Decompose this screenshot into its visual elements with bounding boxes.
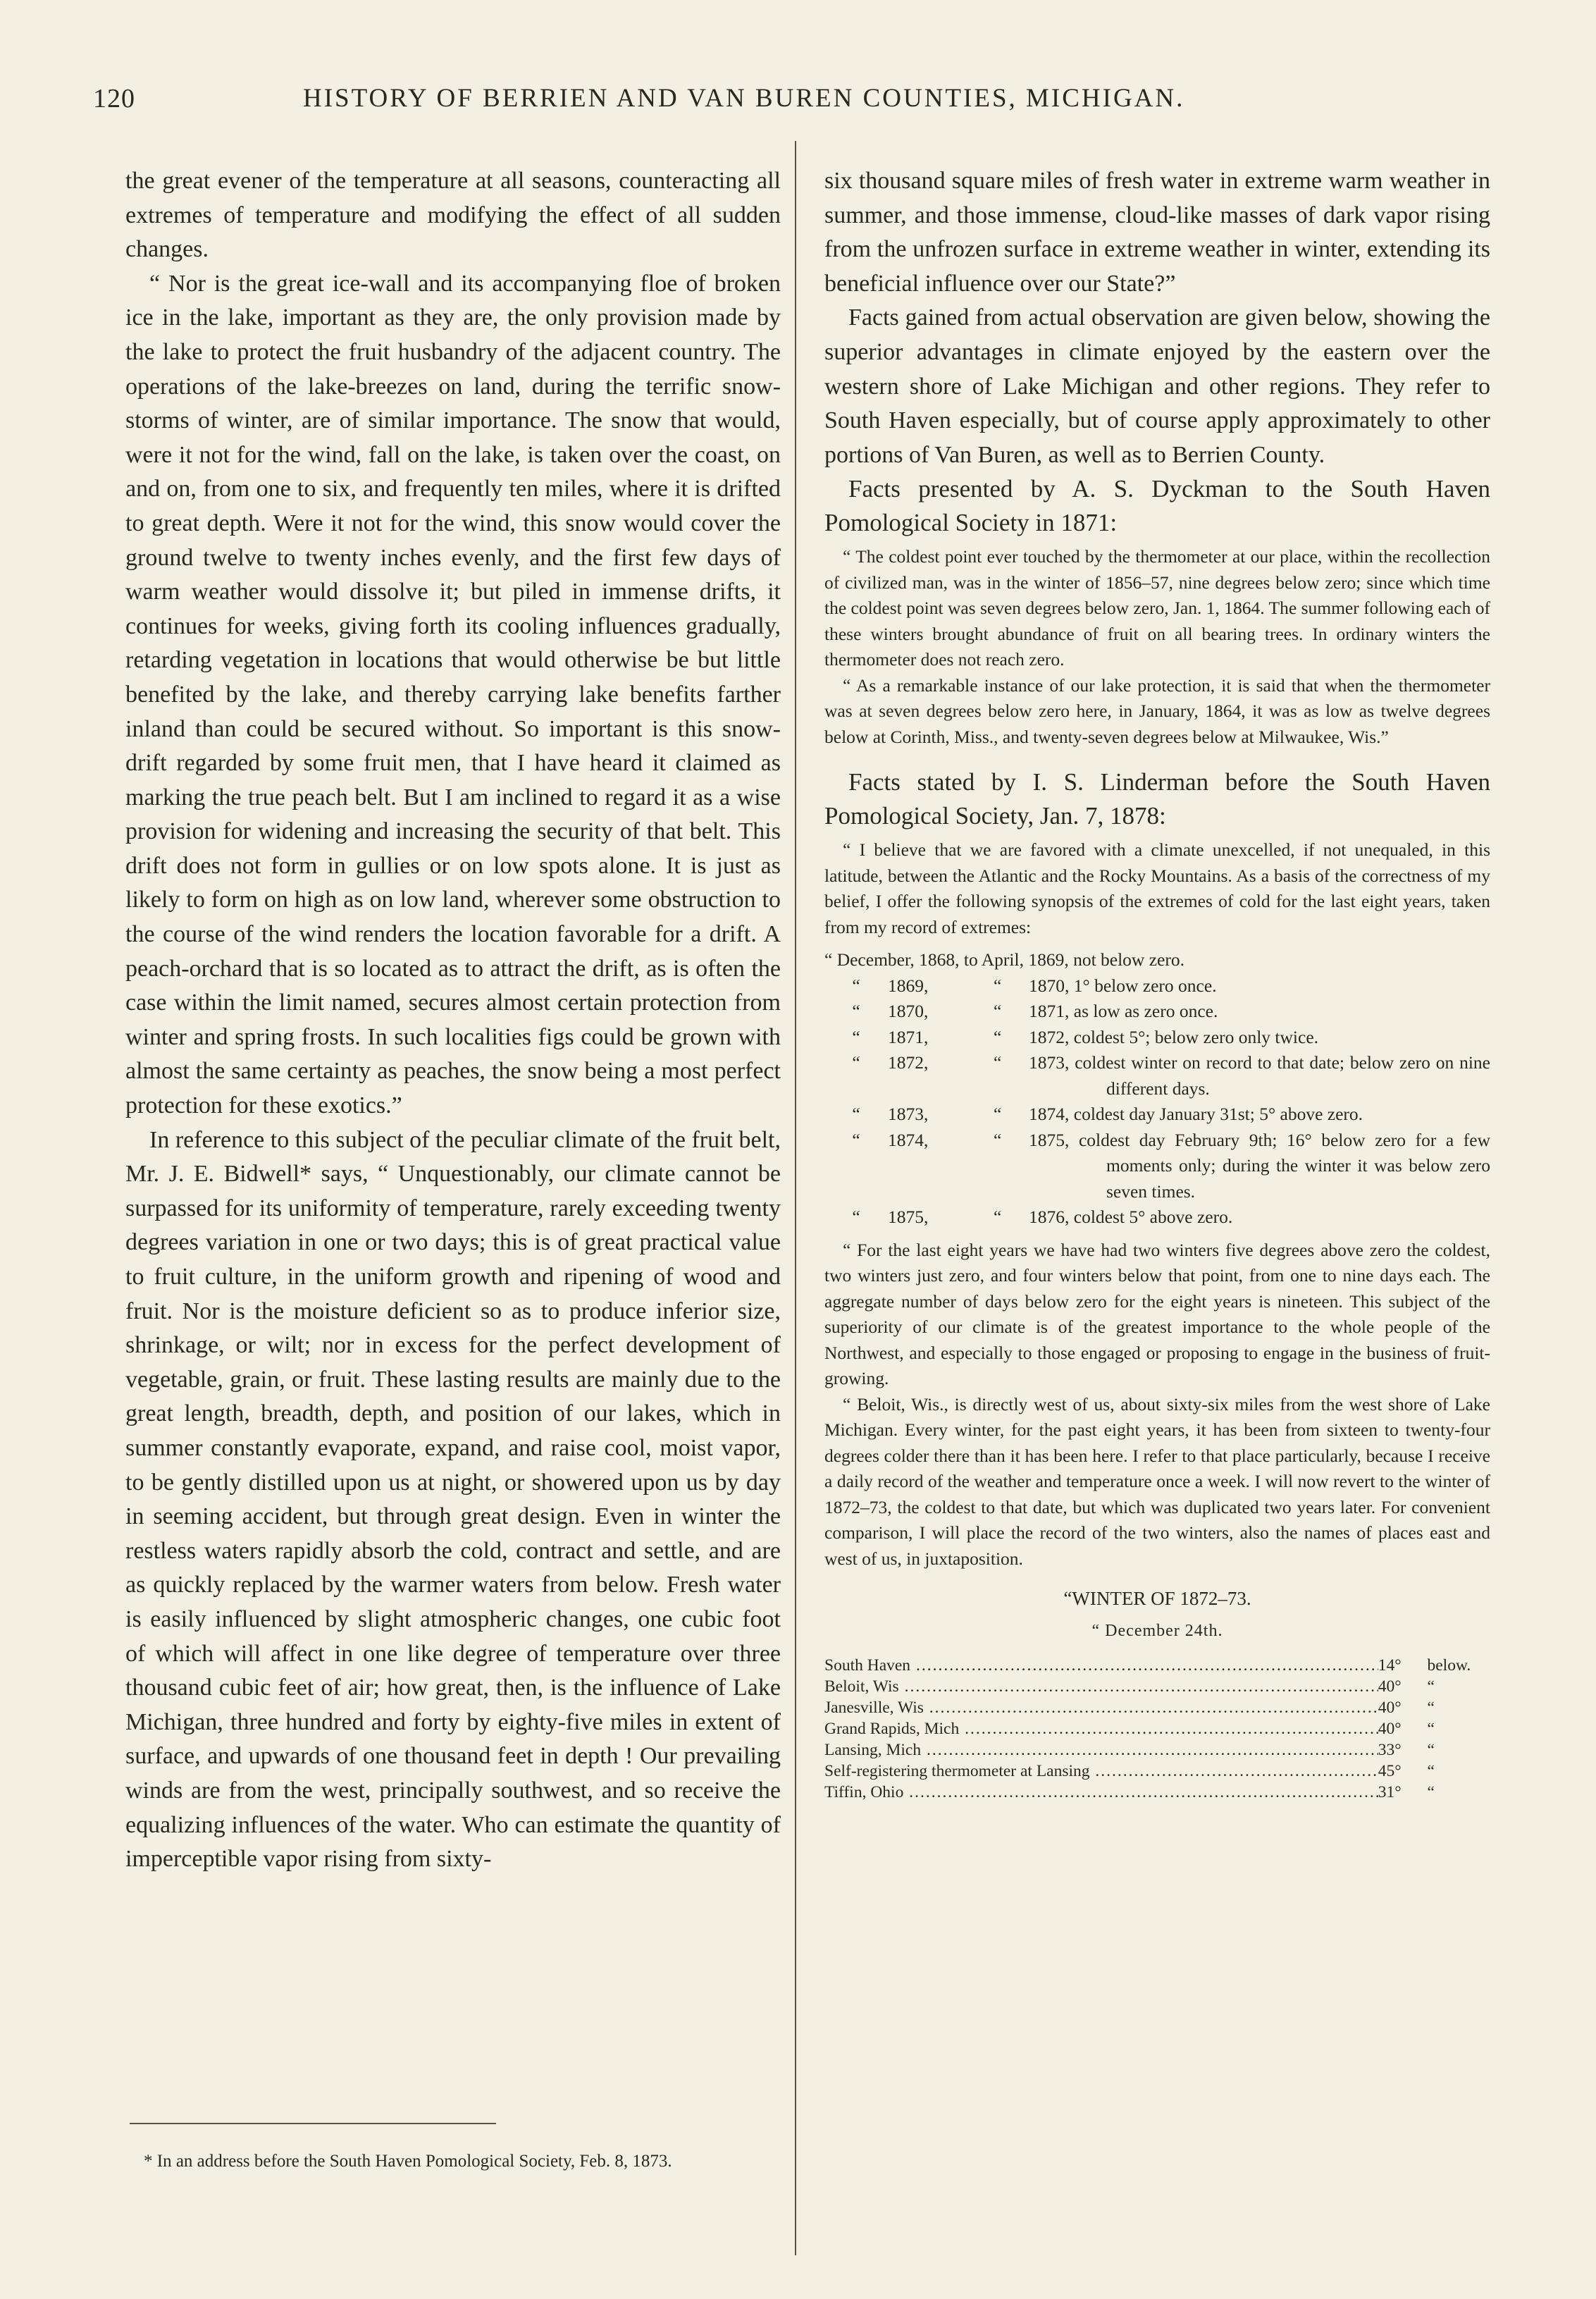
table-row bbox=[824, 1718, 1490, 1739]
table-title: “WINTER OF 1872–73. bbox=[1063, 1588, 1251, 1610]
temperature-unit: “ bbox=[1427, 1677, 1435, 1696]
synopsis-from: 1871, bbox=[888, 1026, 929, 1047]
ditto-mark: “ bbox=[852, 1026, 860, 1047]
temperature-value: 40° bbox=[1378, 1677, 1402, 1696]
ditto-mark: “ bbox=[852, 1052, 860, 1073]
temperature-value: 45° bbox=[1378, 1762, 1402, 1781]
paragraph: six thousand square miles of fresh water in extreme warm weather in summer, and those immense, cloud-like masses of dark vapor rising from the unfrozen surface in extreme weather in winter, extending its beneficial influence over our State?” bbox=[824, 168, 1490, 297]
table-date: “ December 24th. bbox=[1091, 1622, 1223, 1641]
paragraph: Facts gained from actual observation are given below, showing the superior advantages in climate enjoyed by the eastern over the western shore of Lake Michigan and other regions. They refer to South Haven especially, but of course apply approximately to other portions of Van Buren, as well as to Berrien County. bbox=[824, 304, 1490, 468]
ditto-mark: “ bbox=[994, 1129, 1002, 1150]
quote-paragraph: “ The coldest point ever touched by the thermometer at our place, within the recollection of civilized man, was in the winter of 1856–57, nine degrees below zero; since which time the coldest point was seven degrees below zero, Jan. 1, 1864. The summer following each of these winters brought abundance of fruit on all bearing trees. In ordinary winters the thermometer does not reach zero. bbox=[824, 546, 1490, 670]
paragraph: “ Nor is the great ice-wall and its accompanying floe of broken ice in the lake, important as they are, the only provision made by the lake to protect the fruit husbandry of the adjacent country. The operations of the lake-breezes on land, during the terrific snow-storms of winter, are of similar importance. The snow that would, were it not for the wind, fall on the lake, is taken over the coast, on and on, from one to six, and frequently ten miles, where it is drifted to great depth. Were it not for the wind, this snow would cover the ground twelve to twenty inches evenly, and the first few days of warm weather would dissolve it; but piled in immense drifts, it continues for weeks, giving forth its cooling influences gradually, retarding vegetation in locations that would otherwise be but little benefited by the lake, and thereby carrying lake benefits farther inland than could be secured without. So important is this snow-drift regarded by some fruit men, that I have heard it claimed as marking the true peach belt. But I am inclined to regard it as a wise provision for widening and increasing the security of that belt. This drift does not form in gullies or on low spots alone. It is just as likely to form on high as on low land, wherever some obstruction to the course of the wind renders the location favorable for a drift. A peach-orchard that is so located as to attract the drift, as is often the case within the limit named, secures almost certain protection from winter and spring frosts. In such localities figs could be grown with almost the same certainty as peaches, the snow being a most perfect protection for these exotics.” bbox=[125, 270, 781, 1119]
synopsis-row bbox=[824, 999, 1490, 1025]
synopsis-text: 1873, coldest winter on record to that date; below zero on nine different days. bbox=[1029, 1052, 1490, 1099]
synopsis-text: 1871, as low as zero once. bbox=[1029, 1001, 1218, 1022]
temperature-value: 14° bbox=[1378, 1656, 1402, 1675]
footnote-rule bbox=[130, 2123, 496, 2124]
synopsis-from: 1873, bbox=[888, 1104, 929, 1125]
table-row bbox=[824, 1655, 1490, 1676]
synopsis-row bbox=[824, 1128, 1490, 1205]
synopsis-row bbox=[824, 1204, 1490, 1231]
running-head: HISTORY OF BERRIEN AND VAN BUREN COUNTIES, MICHIGAN. bbox=[303, 84, 1185, 113]
synopsis-text: 1870, 1° below zero once. bbox=[1029, 975, 1217, 996]
synopsis-row bbox=[824, 1102, 1490, 1128]
ditto-mark: “ bbox=[852, 1207, 860, 1228]
place-name: Self-registering thermometer at Lansing ..... bbox=[824, 1761, 1378, 1782]
place-name: Tiffin, Ohio ..... bbox=[824, 1782, 1378, 1803]
table-row bbox=[824, 1739, 1490, 1761]
synopsis-text: 1874, coldest day January 31st; 5° above zero. bbox=[1029, 1104, 1363, 1125]
place-name: South Haven ..... bbox=[824, 1655, 1378, 1676]
synopsis-text: 1872, coldest 5°; below zero only twice. bbox=[1029, 1026, 1319, 1047]
ditto-mark: “ bbox=[994, 1207, 1002, 1228]
place-name: Lansing, Mich ..... bbox=[824, 1739, 1378, 1761]
left-column bbox=[125, 164, 781, 1877]
place-name: Janesville, Wis ..... bbox=[824, 1697, 1378, 1718]
synopsis-row bbox=[824, 973, 1490, 999]
temperature-table bbox=[824, 1655, 1490, 1803]
page-number: 120 bbox=[93, 84, 135, 113]
table-row bbox=[824, 1697, 1490, 1718]
temperature-unit: below. bbox=[1427, 1656, 1471, 1675]
paragraph: In reference to this subject of the peculiar climate of the fruit belt, Mr. J. E. Bidwell* says, “ Unquestionably, our climate cannot be surpassed for its uniformity of temperature, rarely exceeding twenty degrees variation in one or two days; this is of great practical value to fruit culture, in the uniform growth and ripening of wood and fruit. Nor is the moisture deficient so as to produce inferior size, shrinkage, or wilt; nor in excess for the perfect development of vegetable, grain, or fruit. These lasting results are mainly due to the great length, breadth, depth, and position of our lakes, which in summer constantly evaporate, expand, and raise cool, moist vapor, to be gently distilled upon us at night, or showered upon us by day in seeming accident, but through great design. Even in winter the restless waters rapidly absorb the cold, contract and settle, and are as quickly replaced by the warmer waters from below. Fresh water is easily influenced by slight atmospheric changes, one cubic foot of which will affect in one like degree of temperature over three thousand cubic feet of air; how great, then, is the influence of Lake Michigan, three hundred and forty by eighty-five miles in extent of surface, and upwards of one thousand feet in depth ! Our prevailing winds are from the west, principally southwest, and so receive the equalizing influences of the water. Who can estimate the quantity of imperceptible vapor rising from sixty- bbox=[125, 1126, 781, 1873]
synopsis-text: 1876, coldest 5° above zero. bbox=[1029, 1207, 1233, 1228]
section-heading: Facts stated by I. S. Linderman before the South Haven Pomological Society, Jan. 7, 1878: bbox=[824, 768, 1490, 830]
temperature-unit: “ bbox=[1427, 1783, 1435, 1802]
page-header bbox=[0, 83, 1596, 125]
temperature-unit: “ bbox=[1427, 1699, 1435, 1718]
ditto-mark: “ bbox=[994, 1026, 1002, 1047]
ditto-mark: “ bbox=[852, 975, 860, 996]
synopsis-from: 1872, bbox=[888, 1052, 929, 1073]
temperature-unit: “ bbox=[1427, 1720, 1435, 1739]
paragraph: the great evener of the temperature at all seasons, counteracting all extremes of temperature and modifying the effect of all sudden changes. bbox=[125, 168, 781, 263]
temperature-unit: “ bbox=[1427, 1741, 1435, 1760]
place-name: Beloit, Wis ..... bbox=[824, 1676, 1378, 1697]
ditto-mark: “ bbox=[994, 1104, 1002, 1125]
ditto-mark: “ bbox=[994, 975, 1002, 996]
footnote bbox=[125, 2148, 788, 2175]
synopsis-first: “ December, 1868, to April, 1869, not below zero. bbox=[824, 949, 1184, 970]
synopsis-from: 1875, bbox=[888, 1207, 929, 1228]
synopsis-text: 1875, coldest day February 9th; 16° below zero for a few moments only; during the winter it was below zero seven times. bbox=[1029, 1129, 1490, 1202]
temperature-value: 33° bbox=[1378, 1741, 1402, 1760]
quote-paragraph: “ As a remarkable instance of our lake protection, it is said that when the thermometer was at seven degrees below zero here, in January, 1864, it was as low as twelve degrees below at Corinth, Miss., and twenty-seven degrees below at Milwaukee, Wis.” bbox=[824, 674, 1490, 747]
synopsis-from: 1869, bbox=[888, 975, 929, 996]
quote-paragraph: “ I believe that we are favored with a climate unexcelled, if not unequaled, in this latitude, between the Atlantic and the Rocky Mountains. As a basis of the correctness of my belief, I offer the following synopsis of the extremes of cold for the last eight years, taken from my record of extremes: bbox=[824, 839, 1490, 937]
synopsis-from: 1874, bbox=[888, 1129, 929, 1150]
table-row bbox=[824, 1782, 1490, 1803]
ditto-mark: “ bbox=[994, 1001, 1002, 1022]
temperature-value: 40° bbox=[1378, 1699, 1402, 1718]
section-heading: Facts presented by A. S. Dyckman to the South Haven Pomological Society in 1871: bbox=[824, 475, 1490, 537]
quote-paragraph: “ Beloit, Wis., is directly west of us, about sixty-six miles from the west shore of Lake Michigan. Every winter, for the past eight years, it has been from sixteen to twenty-four degrees colder there than it has been here. I refer to that place particularly, because I receive a daily record of the weather and temperature once a week. I will now revert to the winter of 1872–73, the coldest to that date, but which was duplicated two years later. For convenient comparison, I will place the record of the two winters, also the names of places east and west of us, in juxtaposition. bbox=[824, 1393, 1490, 1569]
temperature-value: 40° bbox=[1378, 1720, 1402, 1739]
ditto-mark: “ bbox=[852, 1129, 860, 1150]
right-column bbox=[824, 164, 1490, 1803]
synopsis-list bbox=[824, 973, 1490, 1231]
place-name: Grand Rapids, Mich ..... bbox=[824, 1718, 1378, 1739]
quote-paragraph: “ For the last eight years we have had two winters five degrees above zero the coldest, two winters just zero, and four winters below that point, from one to nine days each. The aggregate number of days below zero for the eight years is nineteen. This subject of the superiority of our climate is of the greatest importance to the whole people of the Northwest, and especially to those engaged or proposing to engage in the business of fruit-growing. bbox=[824, 1239, 1490, 1389]
column-divider bbox=[795, 141, 796, 2255]
synopsis-row bbox=[824, 1050, 1490, 1102]
synopsis-row bbox=[824, 1025, 1490, 1051]
footnote-text: * In an address before the South Haven Pomological Society, Feb. 8, 1873. bbox=[144, 2152, 672, 2171]
temperature-value: 31° bbox=[1378, 1783, 1402, 1802]
table-row bbox=[824, 1676, 1490, 1697]
ditto-mark: “ bbox=[852, 1104, 860, 1125]
temperature-unit: “ bbox=[1427, 1762, 1435, 1781]
ditto-mark: “ bbox=[852, 1001, 860, 1022]
ditto-mark: “ bbox=[994, 1052, 1002, 1073]
table-row bbox=[824, 1761, 1490, 1782]
synopsis-from: 1870, bbox=[888, 1001, 929, 1022]
